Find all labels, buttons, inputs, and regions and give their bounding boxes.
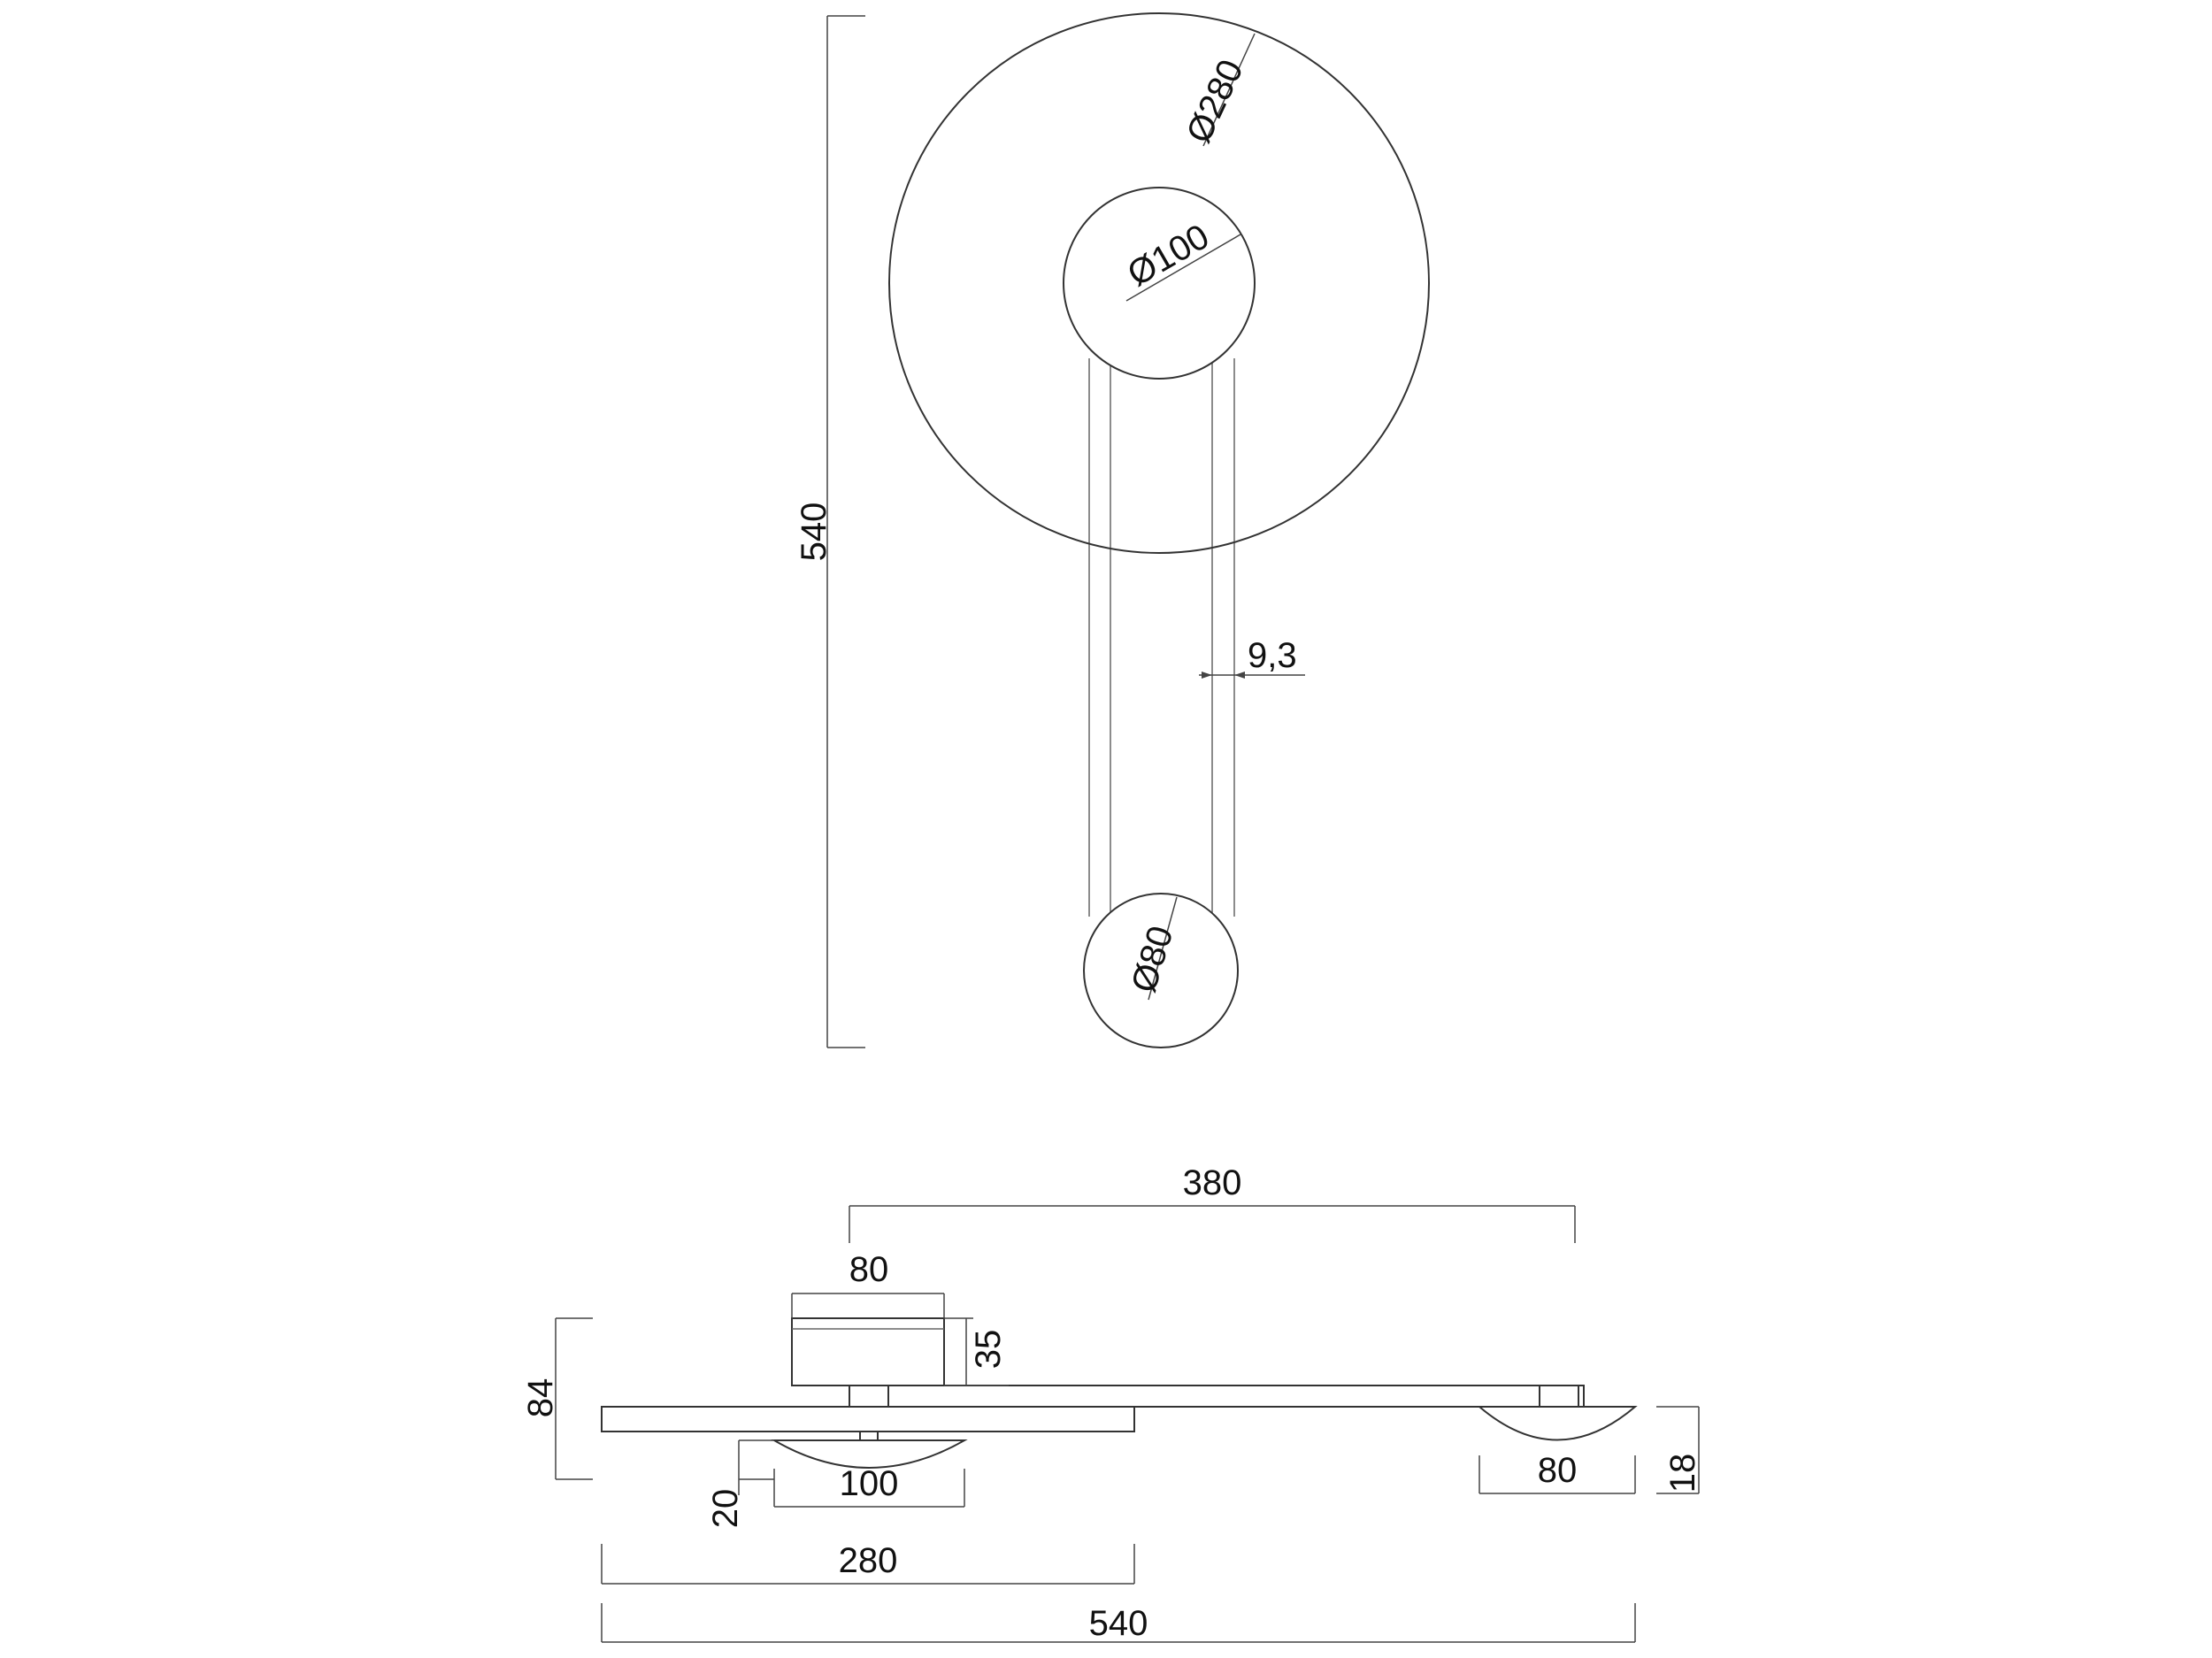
label-overall-depth: 84 bbox=[521, 1378, 560, 1418]
label-right-shade-height: 18 bbox=[1663, 1453, 1702, 1493]
wall-plate bbox=[602, 1407, 1134, 1432]
dim-rod-spacing bbox=[1199, 636, 1305, 679]
label-overall-width: 540 bbox=[1088, 1604, 1148, 1643]
label-center-disc-diameter: Ø100 bbox=[1121, 217, 1216, 295]
arm-joint-left bbox=[849, 1386, 888, 1407]
dim-shade-offset bbox=[706, 1440, 774, 1528]
label-canopy-width: 80 bbox=[849, 1250, 889, 1289]
dim-overall-depth bbox=[521, 1318, 593, 1479]
label-left-shade-width: 100 bbox=[839, 1464, 899, 1503]
right-shade bbox=[1479, 1407, 1635, 1440]
dim-right-shade-width bbox=[1479, 1451, 1635, 1493]
dim-right-shade-height bbox=[1656, 1407, 1702, 1493]
label-shade-offset: 20 bbox=[706, 1488, 745, 1529]
dim-large-disc bbox=[1179, 34, 1255, 149]
dim-canopy-height bbox=[944, 1318, 1009, 1386]
label-right-shade-width: 80 bbox=[1537, 1451, 1578, 1490]
rods bbox=[1089, 358, 1234, 917]
label-rod-spacing: 9,3 bbox=[1248, 636, 1297, 675]
arm-bar bbox=[885, 1386, 1584, 1407]
label-arm-span: 380 bbox=[1182, 1163, 1242, 1202]
label-canopy-height: 35 bbox=[969, 1329, 1008, 1370]
label-plate-width: 280 bbox=[838, 1541, 898, 1580]
label-overall-height: 540 bbox=[795, 502, 833, 562]
front-view bbox=[795, 13, 1429, 1048]
dim-overall-width bbox=[602, 1603, 1635, 1643]
side-view bbox=[521, 1163, 1702, 1643]
dim-overall-height bbox=[795, 16, 865, 1048]
arm-joint-right bbox=[1540, 1386, 1578, 1407]
label-bottom-disc-diameter: Ø80 bbox=[1124, 921, 1181, 997]
dim-canopy-width bbox=[792, 1250, 944, 1318]
dim-plate-width bbox=[602, 1541, 1134, 1584]
label-large-disc-diameter: Ø280 bbox=[1179, 53, 1251, 150]
dim-left-shade-width bbox=[774, 1464, 964, 1507]
dim-arm-span bbox=[849, 1163, 1575, 1243]
